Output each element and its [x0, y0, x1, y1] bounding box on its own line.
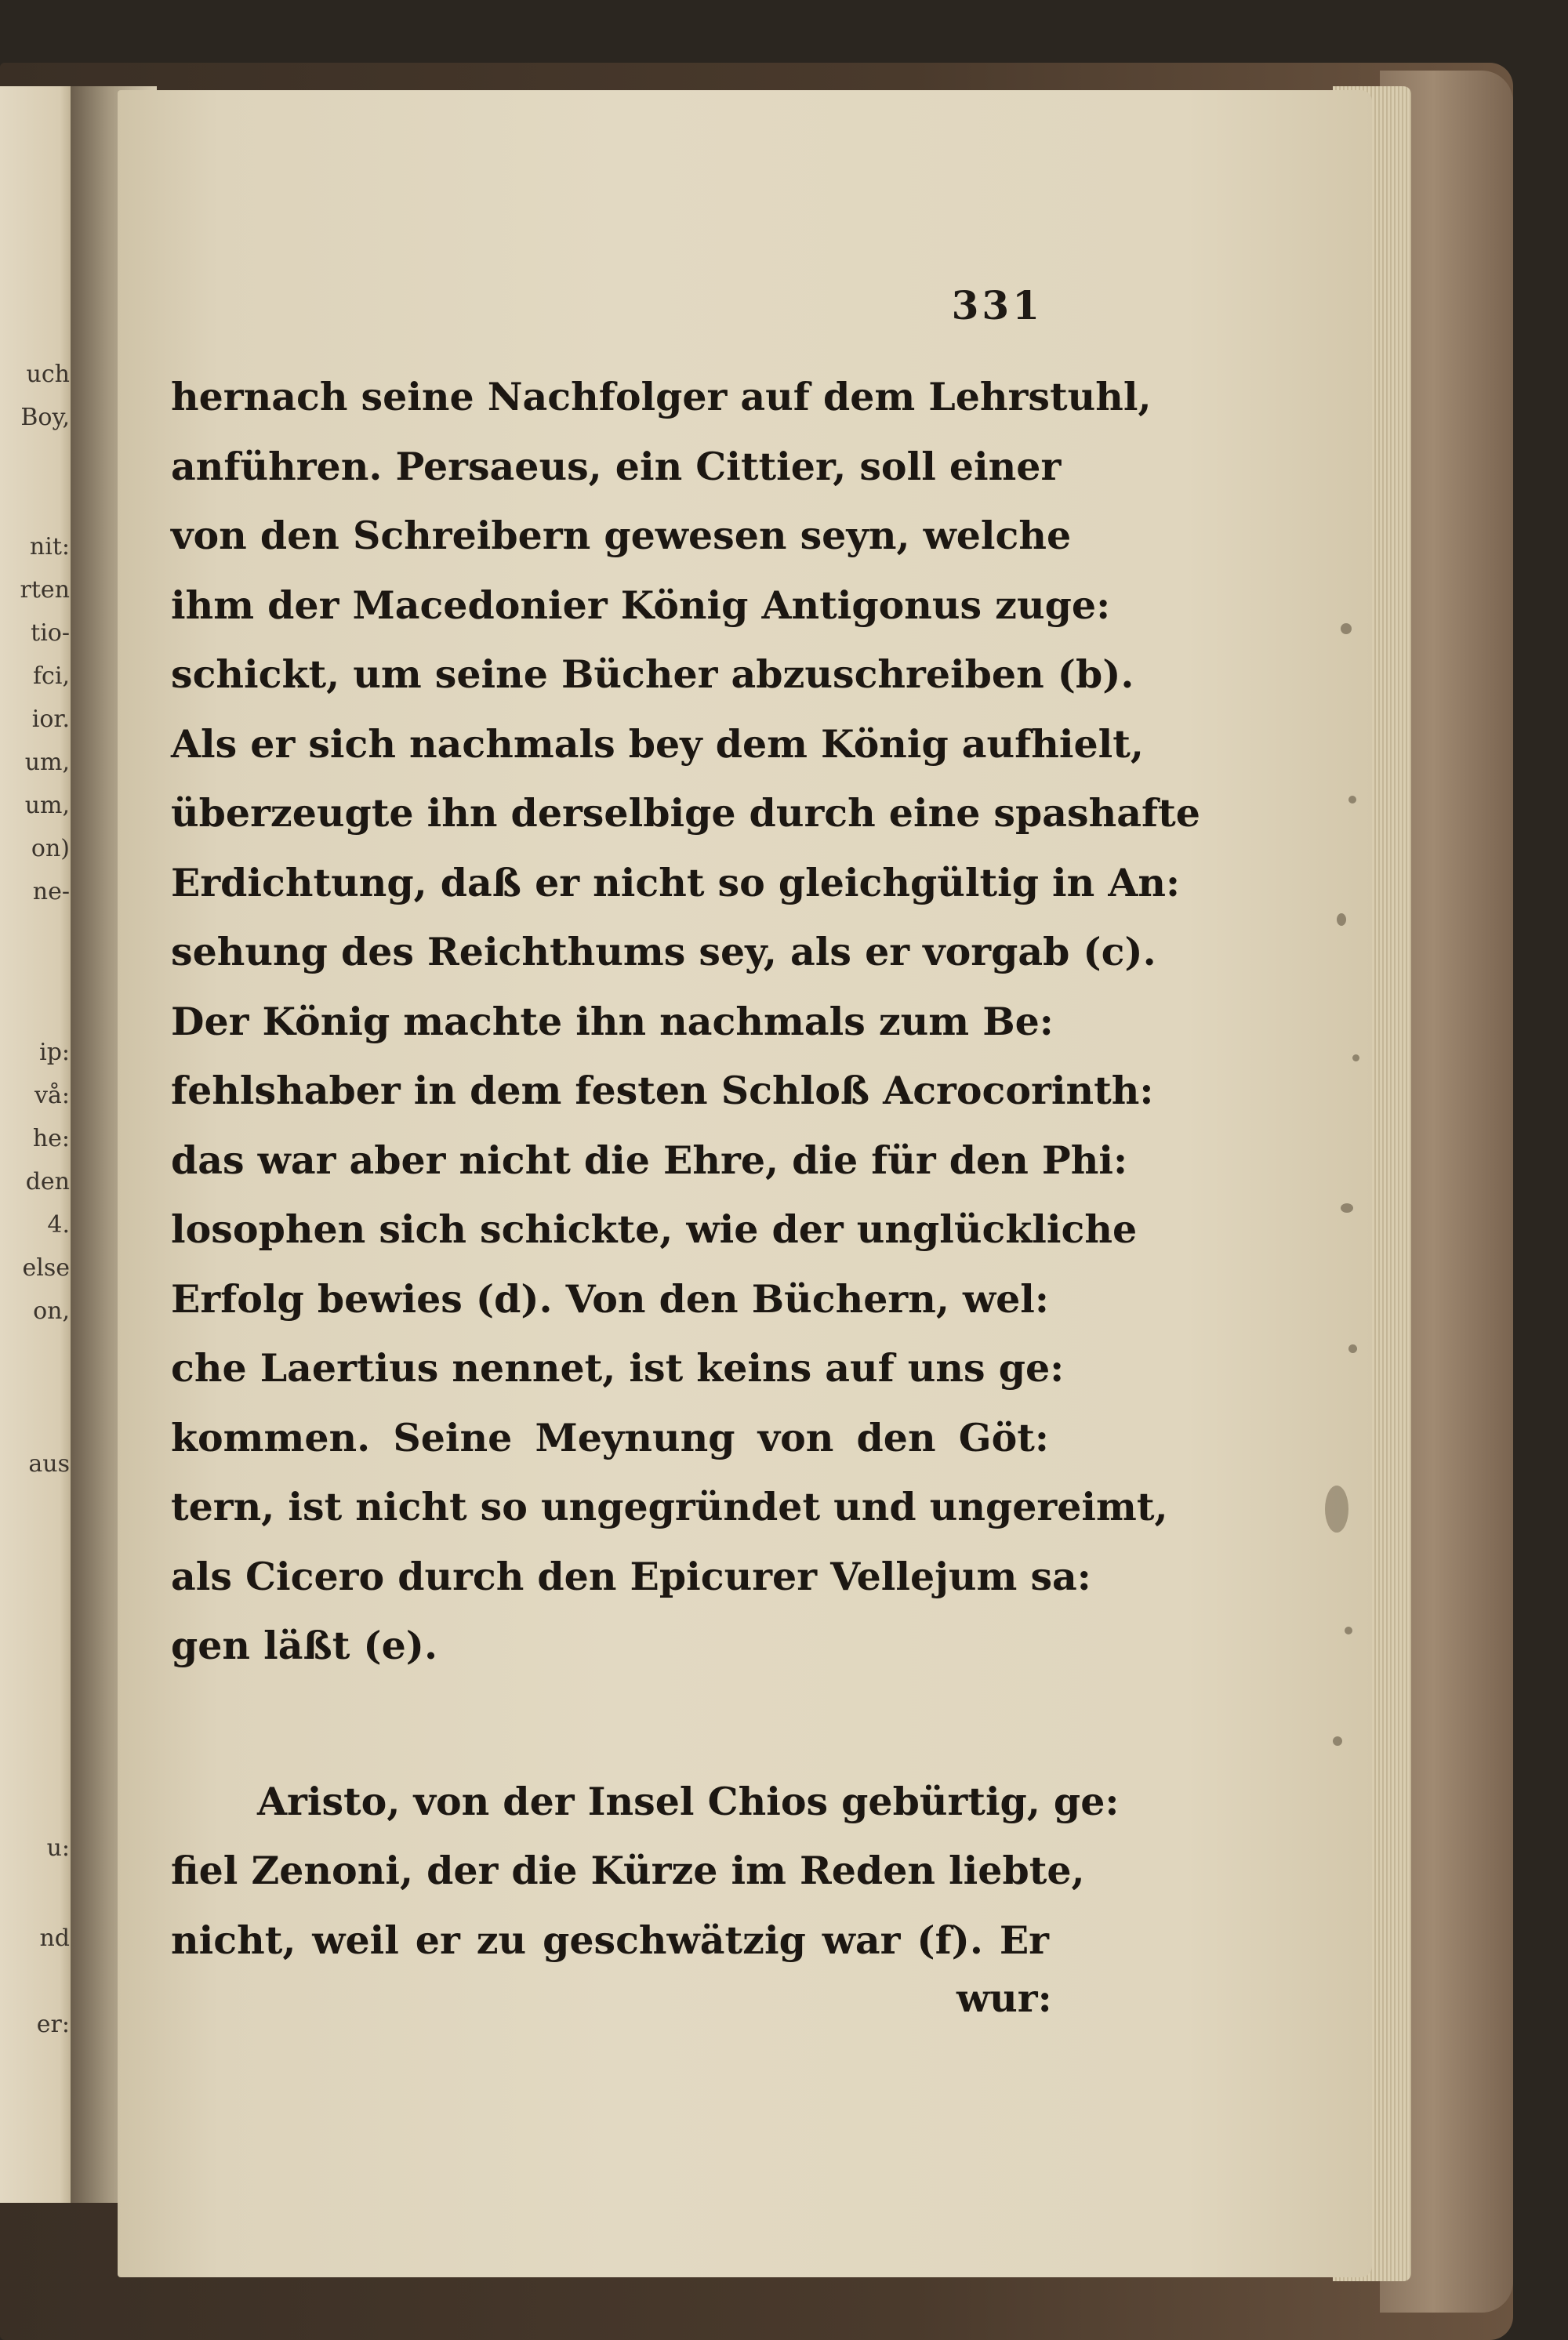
text-line: Als er sich nachmals bey dem König aufhielt, — [171, 720, 1144, 767]
left-fragment: fci, — [32, 662, 70, 690]
left-fragment: den — [25, 1168, 70, 1195]
page-body — [171, 362, 1200, 1975]
left-fragment: nd — [39, 1925, 70, 1952]
left-fragment: he: — [32, 1125, 70, 1152]
foxing-spot — [1341, 623, 1352, 634]
text-line: nicht, weil er zu geschwätzig war (f). Er — [171, 1917, 1049, 1963]
text-line: fiel Zenoni, der die Kürze im Reden liebte, — [171, 1848, 1085, 1893]
left-fragment: aus — [28, 1450, 70, 1478]
paragraph-gap — [171, 1681, 1049, 1767]
left-fragment: rten — [20, 576, 70, 604]
left-fragment: 4. — [47, 1211, 70, 1239]
text-line: Aristo, von der Insel Chios gebürtig, ge: — [257, 1778, 1120, 1824]
text-line: von den Schreibern gewesen seyn, welche — [171, 513, 1072, 558]
foxing-spot — [1325, 1486, 1348, 1533]
text-line: Der König machte ihn nachmals zum Be: — [171, 998, 1054, 1044]
left-fragment: uch — [26, 361, 70, 388]
text-line: gen läßt (e). — [171, 1623, 438, 1668]
left-fragment: ior. — [31, 706, 70, 733]
page-number: 331 — [951, 282, 1043, 328]
left-fragment: else — [22, 1254, 70, 1282]
foxing-spot — [1333, 1736, 1342, 1746]
left-fragment: tio- — [31, 619, 70, 647]
left-fragment: ne- — [32, 878, 70, 905]
left-fragment: on) — [31, 835, 70, 862]
text-line: hernach seine Nachfolger auf dem Lehrstuhl, — [171, 374, 1152, 419]
foxing-spot — [1348, 796, 1356, 804]
left-fragment: er: — [36, 2011, 70, 2038]
text-line: als Cicero durch den Epicurer Vellejum sa: — [171, 1553, 1091, 1599]
text-line: kommen. Seine Meynung von den Göt: — [171, 1414, 1049, 1460]
left-fragment: um, — [24, 792, 70, 819]
left-fragment: ip: — [39, 1039, 70, 1066]
text-line: tern, ist nicht so ungegründet und ungereimt, — [171, 1484, 1168, 1529]
text-line: anführen. Persaeus, ein Cittier, soll einer — [171, 443, 1062, 489]
foxing-spot — [1341, 1203, 1353, 1213]
foxing-spot — [1345, 1627, 1352, 1634]
text-line: sehung des Reichthums sey, als er vorgab (c). — [171, 929, 1156, 974]
text-line: das war aber nicht die Ehre, die für den Phi: — [171, 1137, 1128, 1183]
text-line: fehlshaber in dem festen Schloß Acrocorinth: — [171, 1068, 1154, 1113]
foxing-spot — [1337, 913, 1346, 926]
text-line: Erdichtung, daß er nicht so gleichgültig in An: — [171, 859, 1181, 905]
left-fragment: um, — [24, 749, 70, 776]
left-fragment: vå: — [34, 1082, 70, 1109]
left-fragment: nit: — [29, 533, 70, 561]
left-fragment: on, — [33, 1297, 70, 1325]
left-fragment: Boy, — [20, 404, 70, 431]
text-line: che Laertius nennet, ist keins auf uns ge: — [171, 1345, 1065, 1391]
left-fragment: u: — [46, 1834, 70, 1862]
text-line: Erfolg bewies (d). Von den Büchern, wel: — [171, 1275, 1049, 1322]
text-line: losophen sich schickte, wie der unglückliche — [171, 1206, 1138, 1252]
text-line: schickt, um seine Bücher abzuschreiben (b). — [171, 651, 1134, 697]
catchword: wur: — [956, 1975, 1052, 2021]
foxing-spot — [1348, 1344, 1357, 1353]
foxing-spot — [1352, 1054, 1359, 1061]
text-line: ihm der Macedonier König Antigonus zuge: — [171, 582, 1111, 628]
text-line: überzeugte ihn derselbige durch eine spashafte — [171, 790, 1200, 836]
left-page — [0, 86, 74, 2203]
